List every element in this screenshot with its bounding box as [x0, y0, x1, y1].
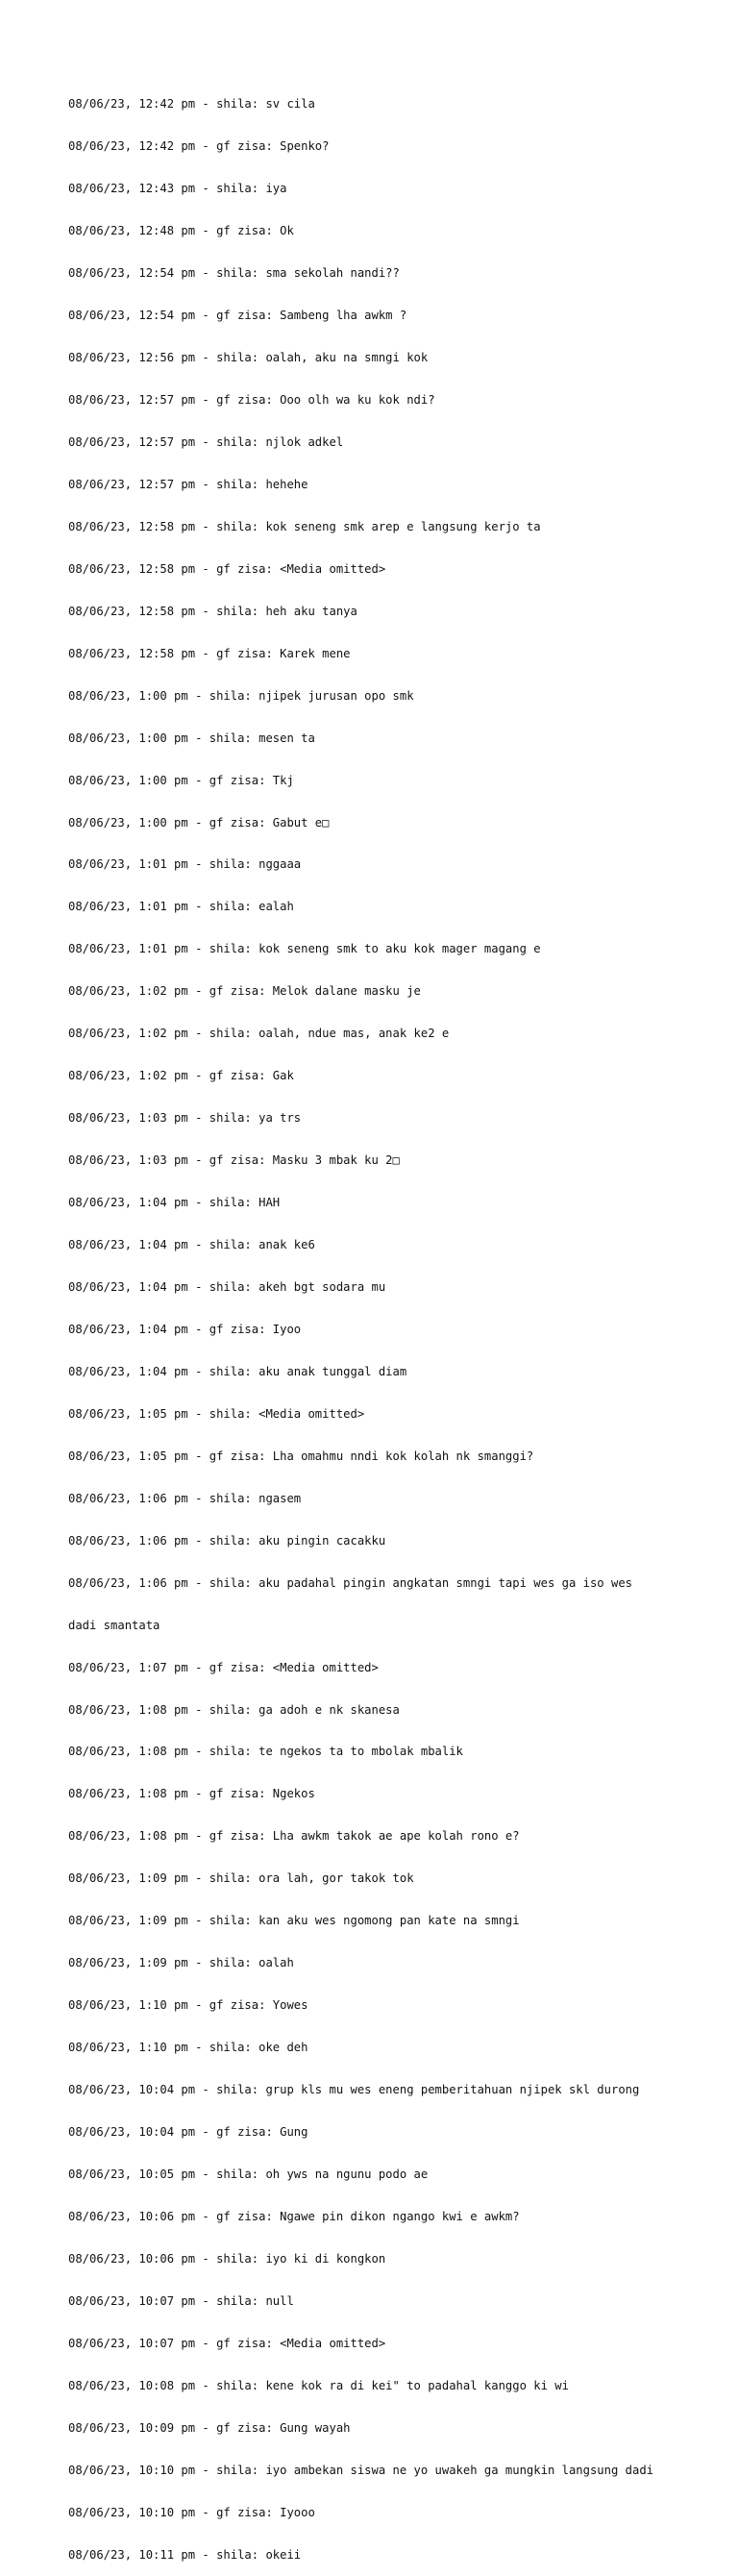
chat-line: 08/06/23, 10:07 pm - gf zisa: <Media omitted> [68, 2336, 386, 2350]
chat-line: 08/06/23, 1:07 pm - gf zisa: <Media omitted> [68, 1660, 379, 1674]
chat-line: 08/06/23, 12:58 pm - shila: heh aku tanya [68, 604, 357, 618]
chat-line: 08/06/23, 1:10 pm - shila: oke deh [68, 2041, 308, 2055]
chat-line: 08/06/23, 12:42 pm - shila: sv cila [68, 97, 315, 111]
chat-log-document [68, 69, 683, 2576]
chat-line: 08/06/23, 12:58 pm - shila: kok seneng smk arep e langsung kerjo ta [68, 519, 541, 533]
chat-line: 08/06/23, 1:02 pm - gf zisa: Melok dalane masku je [68, 984, 421, 999]
chat-line: 08/06/23, 12:57 pm - gf zisa: Ooo olh wa ku kok ndi? [68, 392, 435, 407]
chat-line: 08/06/23, 1:04 pm - shila: anak ke6 [68, 1238, 315, 1252]
chat-line: 08/06/23, 1:02 pm - gf zisa: Gak [68, 1069, 294, 1083]
chat-line: 08/06/23, 10:10 pm - gf zisa: Iyooo [68, 2505, 315, 2519]
chat-line: 08/06/23, 1:03 pm - shila: ya trs [68, 1111, 302, 1126]
chat-line: 08/06/23, 12:58 pm - gf zisa: Karek mene [68, 646, 351, 660]
chat-line: 08/06/23, 12:57 pm - shila: njlok adkel [68, 434, 344, 449]
chat-line: 08/06/23, 1:01 pm - shila: nggaaa [68, 857, 302, 872]
chat-line: 08/06/23, 1:04 pm - shila: akeh bgt sodara mu [68, 1280, 386, 1294]
chat-line: 08/06/23, 1:06 pm - shila: ngasem [68, 1491, 302, 1505]
chat-line: 08/06/23, 10:10 pm - shila: iyo ambekan siswa ne yo uwakeh ga mungkin langsung dadi [68, 2463, 654, 2477]
chat-line: 08/06/23, 1:00 pm - gf zisa: Gabut e□ [68, 815, 330, 830]
chat-line: 08/06/23, 1:04 pm - shila: aku anak tunggal diam [68, 1364, 407, 1378]
chat-line: 08/06/23, 1:01 pm - shila: ealah [68, 900, 294, 914]
chat-line: 08/06/23, 12:54 pm - gf zisa: Sambeng lha awkm ? [68, 309, 407, 323]
chat-line: 08/06/23, 12:42 pm - gf zisa: Spenko? [68, 139, 330, 154]
chat-line: 08/06/23, 1:09 pm - shila: oalah [68, 1956, 294, 1970]
chat-line: 08/06/23, 10:09 pm - gf zisa: Gung wayah [68, 2420, 351, 2435]
chat-line: 08/06/23, 1:04 pm - shila: HAH [68, 1196, 281, 1210]
chat-line-continuation: dadi smantata [68, 1618, 160, 1632]
chat-line: 08/06/23, 1:02 pm - shila: oalah, ndue mas, anak ke2 e [68, 1027, 450, 1041]
chat-line: 08/06/23, 1:00 pm - shila: njipek jurusan opo smk [68, 688, 414, 703]
chat-line: 08/06/23, 1:00 pm - gf zisa: Tkj [68, 773, 294, 787]
chat-line: 08/06/23, 10:11 pm - shila: okeii [68, 2547, 302, 2562]
chat-line: 08/06/23, 1:10 pm - gf zisa: Yowes [68, 1998, 308, 2013]
chat-line: 08/06/23, 10:04 pm - shila: grup kls mu wes eneng pemberitahuan njipek skl durong [68, 2083, 640, 2097]
chat-line: 08/06/23, 10:05 pm - shila: oh yws na ngunu podo ae [68, 2167, 429, 2182]
chat-line: 08/06/23, 1:08 pm - shila: te ngekos ta to mbolak mbalik [68, 1745, 463, 1759]
chat-line: 08/06/23, 10:04 pm - gf zisa: Gung [68, 2125, 308, 2140]
chat-line: 08/06/23, 1:08 pm - shila: ga adoh e nk skanesa [68, 1702, 400, 1717]
chat-line: 08/06/23, 12:56 pm - shila: oalah, aku na smngi kok [68, 351, 429, 365]
chat-line: 08/06/23, 1:06 pm - shila: aku pingin cacakku [68, 1533, 386, 1548]
chat-line: 08/06/23, 1:00 pm - shila: mesen ta [68, 731, 315, 745]
chat-line: 08/06/23, 1:09 pm - shila: ora lah, gor takok tok [68, 1871, 414, 1886]
chat-line: 08/06/23, 1:08 pm - gf zisa: Lha awkm takok ae ape kolah rono e? [68, 1829, 520, 1844]
chat-line: 08/06/23, 10:06 pm - shila: iyo ki di kongkon [68, 2251, 386, 2266]
chat-line: 08/06/23, 12:58 pm - gf zisa: <Media omitted> [68, 561, 386, 576]
chat-line: 08/06/23, 10:07 pm - shila: null [68, 2293, 294, 2308]
chat-line: 08/06/23, 1:05 pm - gf zisa: Lha omahmu nndi kok kolah nk smanggi? [68, 1449, 534, 1463]
chat-line: 08/06/23, 10:06 pm - gf zisa: Ngawe pin dikon ngango kwi e awkm? [68, 2209, 520, 2223]
chat-line: 08/06/23, 12:54 pm - shila: sma sekolah nandi?? [68, 266, 400, 281]
chat-line: 08/06/23, 12:43 pm - shila: iya [68, 182, 287, 196]
chat-line: 08/06/23, 12:48 pm - gf zisa: Ok [68, 224, 294, 238]
chat-line: 08/06/23, 12:57 pm - shila: hehehe [68, 477, 308, 491]
chat-line: 08/06/23, 1:06 pm - shila: aku padahal pingin angkatan smngi tapi wes ga iso wes [68, 1575, 632, 1590]
chat-line: 08/06/23, 1:01 pm - shila: kok seneng smk to aku kok mager magang e [68, 942, 541, 956]
chat-line: 08/06/23, 1:03 pm - gf zisa: Masku 3 mbak ku 2□ [68, 1153, 400, 1168]
chat-line: 08/06/23, 1:05 pm - shila: <Media omitted> [68, 1406, 365, 1421]
chat-line: 08/06/23, 10:08 pm - shila: kene kok ra di kei" to padahal kanggo ki wi [68, 2378, 569, 2392]
chat-line: 08/06/23, 1:09 pm - shila: kan aku wes ngomong pan kate na smngi [68, 1914, 520, 1928]
chat-line: 08/06/23, 1:08 pm - gf zisa: Ngekos [68, 1787, 315, 1801]
chat-line: 08/06/23, 1:04 pm - gf zisa: Iyoo [68, 1322, 302, 1336]
